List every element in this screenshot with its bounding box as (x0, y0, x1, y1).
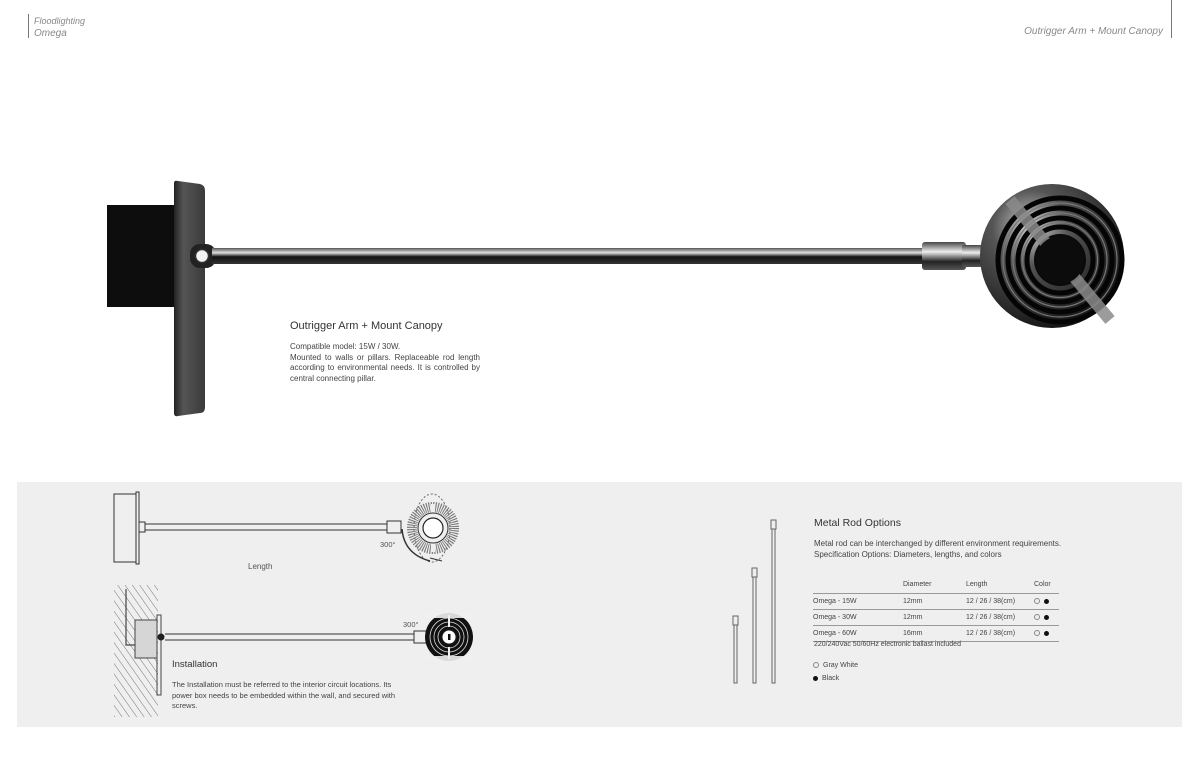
cell-diameter: 12mm (903, 610, 966, 626)
cell-diameter: 12mm (903, 594, 966, 610)
table-row (813, 610, 1059, 626)
header-right (1024, 0, 1172, 38)
legend-item-gray-white (813, 662, 858, 675)
hero-description (290, 342, 480, 384)
hero-description-body: Mounted to walls or pillars. Replaceable rod length according to environmental needs. It is controlled by central connecting pillar. (290, 352, 480, 383)
length-caption: Length (248, 562, 273, 571)
legend-label: Gray White (823, 662, 859, 669)
page-title: Outrigger Arm + Mount Canopy (1024, 26, 1163, 37)
table-row (813, 594, 1059, 610)
col-header-model (813, 579, 903, 594)
cell-length: 12 / 26 / 38(cm) (966, 626, 1034, 642)
legend-item-black (813, 675, 858, 688)
cell-color (1034, 610, 1059, 626)
header-left (28, 14, 85, 38)
pivot-joint (196, 250, 209, 263)
product-render (100, 175, 1140, 425)
black-swatch-icon (1044, 599, 1049, 604)
hero-title: Outrigger Arm + Mount Canopy (290, 320, 443, 332)
cell-model: Omega - 30W (813, 610, 903, 626)
cell-length: 12 / 26 / 38(cm) (966, 594, 1034, 610)
category-label: Floodlighting (34, 16, 86, 26)
col-header-diameter: Diameter (903, 580, 932, 588)
gray-white-swatch-icon (1034, 630, 1040, 636)
black-swatch-icon (813, 676, 818, 681)
rod-options-title: Metal Rod Options (814, 517, 901, 529)
legend-label: Black (822, 675, 840, 682)
ballast-footnote: 220/240Vac 50/60Hz electronic ballast included (814, 641, 961, 648)
gray-white-swatch-icon (813, 662, 819, 668)
cell-model: Omega - 15W (813, 594, 903, 610)
metal-rod (212, 248, 1024, 264)
product-name: Omega (34, 28, 67, 39)
rod-lengths-illustration (728, 518, 784, 688)
gray-white-swatch-icon (1034, 614, 1040, 620)
install-angle-label: 300° (403, 620, 419, 629)
cell-color (1034, 594, 1059, 610)
gray-white-swatch-icon (1034, 598, 1040, 604)
power-box (107, 205, 177, 307)
color-legend (813, 662, 858, 688)
black-swatch-icon (1044, 631, 1049, 636)
rod-options-desc-line1: Metal rod can be interchanged by different environment requirements. (814, 539, 1062, 548)
mount-plate (174, 181, 205, 416)
rod-options-description (814, 539, 1061, 560)
spec-table-header (813, 579, 1059, 594)
installation-description: The Installation must be referred to the interior circuit locations. Its power box needs to be embedded within the wall, and secured with screws. (172, 680, 396, 710)
hero-description-line1: Compatible model: 15W / 30W. (290, 342, 401, 351)
rod-options-desc-line2: Specification Options: Diameters, lengths, and colors (814, 549, 1002, 559)
black-swatch-icon (1044, 615, 1049, 620)
length-angle-label: 300° (380, 540, 396, 549)
installation-title: Installation (172, 659, 218, 670)
cell-color (1034, 626, 1059, 642)
cell-diameter: 16mm (903, 626, 966, 642)
length-diagram (110, 488, 470, 578)
cell-model: Omega - 60W (813, 626, 903, 642)
table-row (813, 626, 1059, 642)
col-header-color: Color (1034, 580, 1051, 588)
col-header-length: Length (966, 580, 988, 588)
spec-table (813, 579, 1059, 642)
cell-length: 12 / 26 / 38(cm) (966, 610, 1034, 626)
